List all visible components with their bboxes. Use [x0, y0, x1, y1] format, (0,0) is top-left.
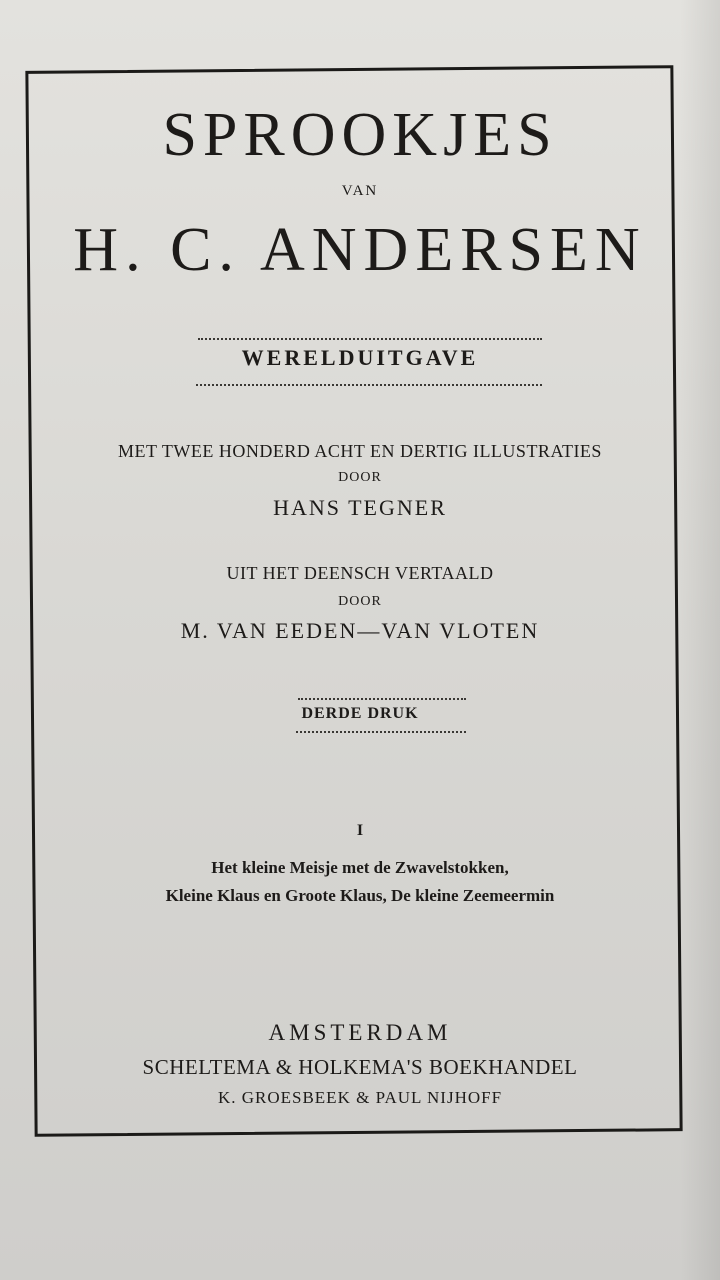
- translation-line: UIT HET DEENSCH VERTAALD: [226, 563, 494, 583]
- publisher-owners: K. GROESBEEK & PAUL NIJHOFF: [217, 1088, 503, 1107]
- dotted-rule-bottom: [196, 384, 542, 386]
- author-name: H. C. ANDERSEN: [73, 216, 647, 284]
- translation-by: DOOR: [338, 594, 382, 609]
- print-run-label: DERDE DRUK: [301, 705, 419, 722]
- illustrations-line: MET TWEE HONDERD ACHT EN DERTIG ILLUSTRATIES: [118, 441, 602, 461]
- contents-line-2: Kleine Klaus en Groote Klaus, De kleine Zeemeermin: [165, 886, 555, 905]
- publisher-city: AMSTERDAM: [268, 1020, 452, 1045]
- edition-label: WERELDUITGAVE: [241, 345, 479, 370]
- title-connector: VAN: [341, 183, 379, 199]
- contents-line-1: Het kleine Meisje met de Zwavelstokken,: [211, 858, 509, 877]
- illustrations-by: DOOR: [338, 470, 382, 485]
- illustrator-name: HANS TEGNER: [273, 495, 447, 520]
- volume-number: I: [356, 822, 364, 839]
- publisher-name: SCHELTEMA & HOLKEMA'S BOEKHANDEL: [142, 1055, 578, 1079]
- book-title: SPROOKJES: [162, 101, 558, 169]
- translator-name: M. VAN EEDEN—VAN VLOTEN: [180, 618, 540, 643]
- dotted-rule-top: [198, 338, 542, 340]
- dotted-rule-druk-bottom: [296, 731, 466, 733]
- dotted-rule-druk-top: [298, 698, 466, 700]
